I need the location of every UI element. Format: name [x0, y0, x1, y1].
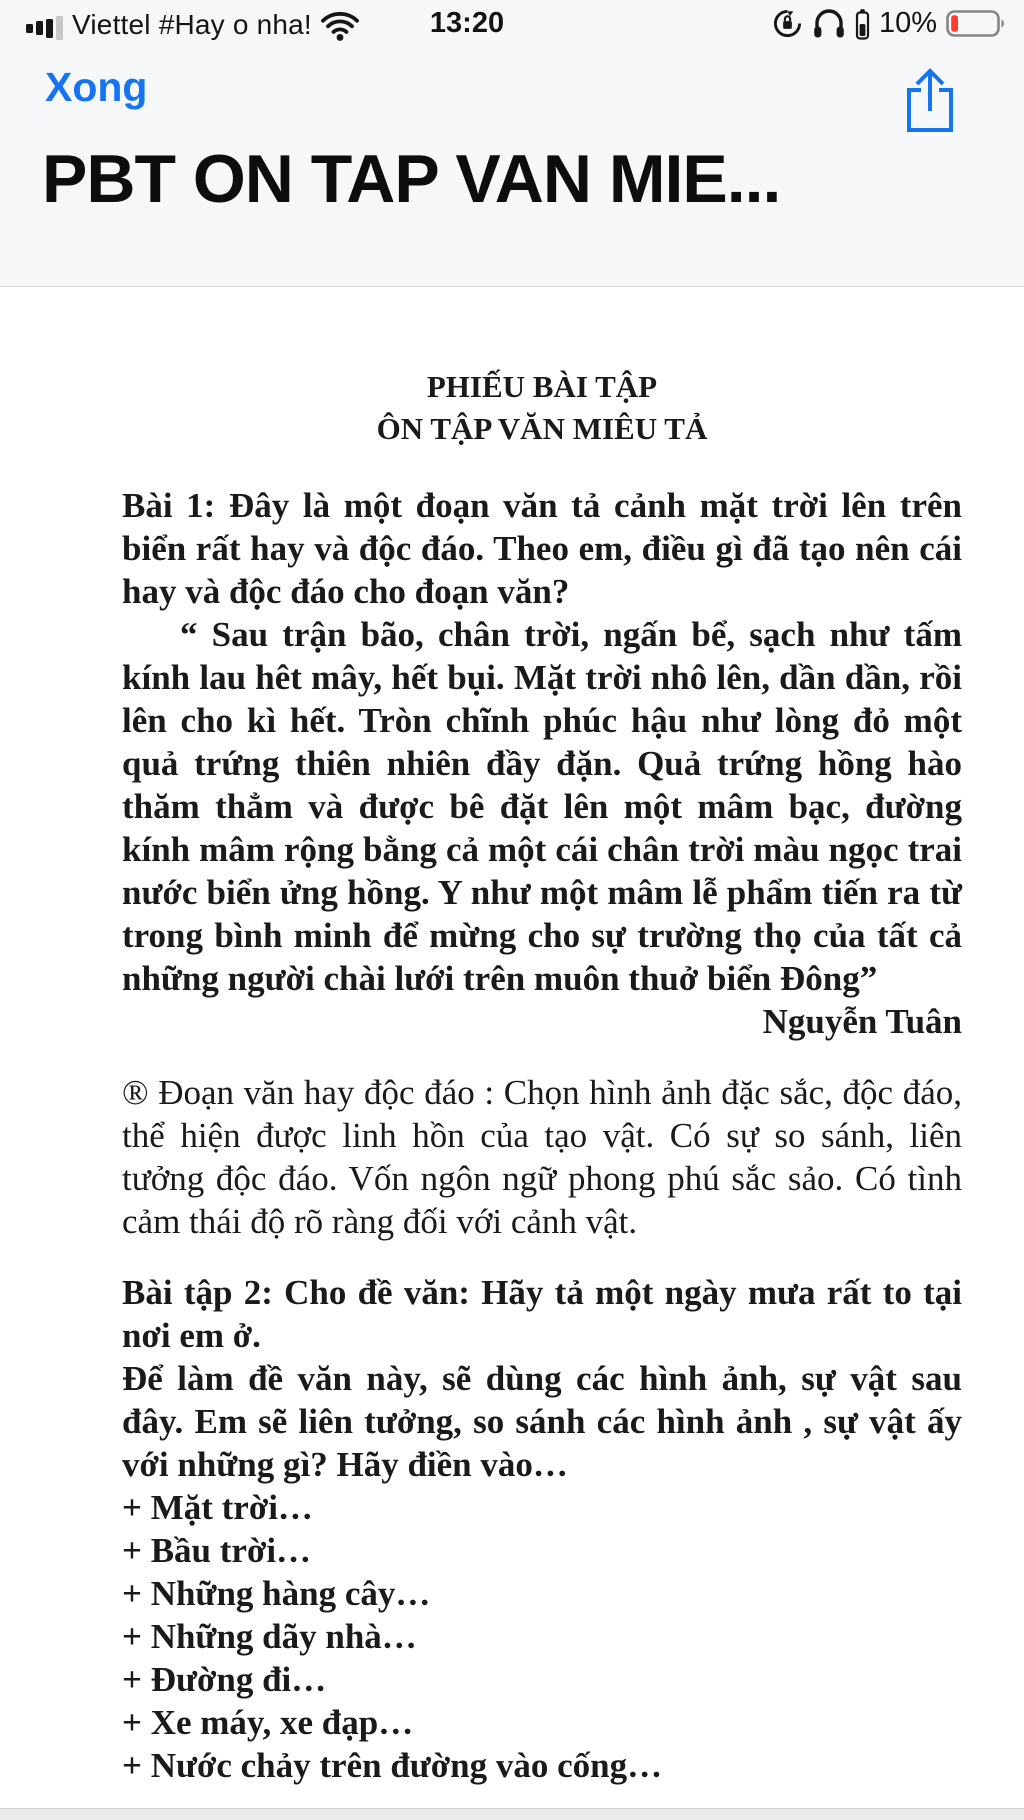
list-item: + Bầu trời…: [122, 1531, 312, 1570]
battery-percent-label: 10%: [878, 7, 937, 39]
status-bar-right: [772, 7, 1006, 40]
document-viewer-header: [0, 0, 1024, 287]
quote-author: Nguyễn Tuân: [762, 1002, 962, 1041]
exercise2-intro-paragraph: Bài tập 2: Cho đề văn: Hãy tả một ngày mưa rất to tại nơi em ở.: [122, 1273, 962, 1355]
document-heading-line1: PHIẾU BÀI TẬP: [426, 369, 658, 404]
quote-paragraph: “ Sau trận bão, chân trời, ngấn bể, sạch như tấm kính lau hêt mây, hết bụi. Mặt trời nhô lên, dần dần, rồi lên cho kì hết. Tròn chĩnh phúc hậu như lòng đỏ một quả trứng thiên nhiên đầy đặn. Quả trứng hồng hào thăm thẳm và được bê đặt lên một mâm bạc, đường kính mâm rộng bằng cả một cái chân trời màu ngọc trai nước biển ửng hồng. Y như một mâm lễ phẩm tiến ra từ trong bình minh để mừng cho sự trường thọ của tất cả những người chài lưới trên muôn thuở biển Đông”: [122, 615, 962, 998]
exercise1-paragraph: Bài 1: Đây là một đoạn văn tả cảnh mặt trời lên trên biển rất hay và độc đáo. Theo em, điều gì đã tạo nên cái hay và độc đáo cho đoạn văn?: [122, 486, 962, 611]
fill-in-list: [122, 1486, 962, 1787]
document-heading-line2: ÔN TẬP VĂN MIÊU TẢ: [376, 411, 708, 446]
document-preview[interactable]: [0, 288, 1024, 1820]
list-item: + Những hàng cây…: [122, 1574, 431, 1613]
carrier-label: Viettel #Hay o nha!: [72, 9, 312, 40]
clock: 13:20: [429, 7, 505, 39]
battery-icon: [946, 9, 1006, 38]
share-button[interactable]: [902, 66, 958, 137]
list-item: + Những dãy nhà…: [122, 1617, 417, 1656]
list-item: + Nước chảy trên đường vào cống…: [122, 1746, 663, 1785]
share-icon: [902, 66, 958, 134]
list-item: + Xe máy, xe đạp…: [122, 1703, 414, 1742]
page-title: PBT ON TAP VAN MIE...: [42, 141, 781, 217]
headphones-icon: [812, 8, 846, 39]
exercise2-body-paragraph: Để làm đề văn này, sẽ dùng các hình ảnh, sự vật sau đây. Em sẽ liên tưởng, so sánh các hình ảnh , sự vật ấy với những gì? Hãy điền vào…: [122, 1359, 962, 1484]
list-item: + Mặt trời…: [122, 1488, 313, 1527]
orientation-lock-icon: [772, 8, 803, 39]
accessory-battery-icon: [855, 8, 870, 40]
done-button[interactable]: Xong: [45, 64, 148, 110]
list-item: + Đường đi…: [122, 1660, 327, 1699]
status-bar: [0, 0, 1024, 50]
page-bottom-edge: [0, 1808, 1024, 1820]
answer-note-paragraph: ® Đoạn văn hay độc đáo : Chọn hình ảnh đặc sắc, độc đáo, thể hiện được linh hồn của tạo vật. Có sự so sánh, liên tưởng độc đáo. Vốn ngôn ngữ phong phú sắc sảo. Có tình cảm thái độ rõ ràng đối với cảnh vật.: [122, 1073, 962, 1241]
